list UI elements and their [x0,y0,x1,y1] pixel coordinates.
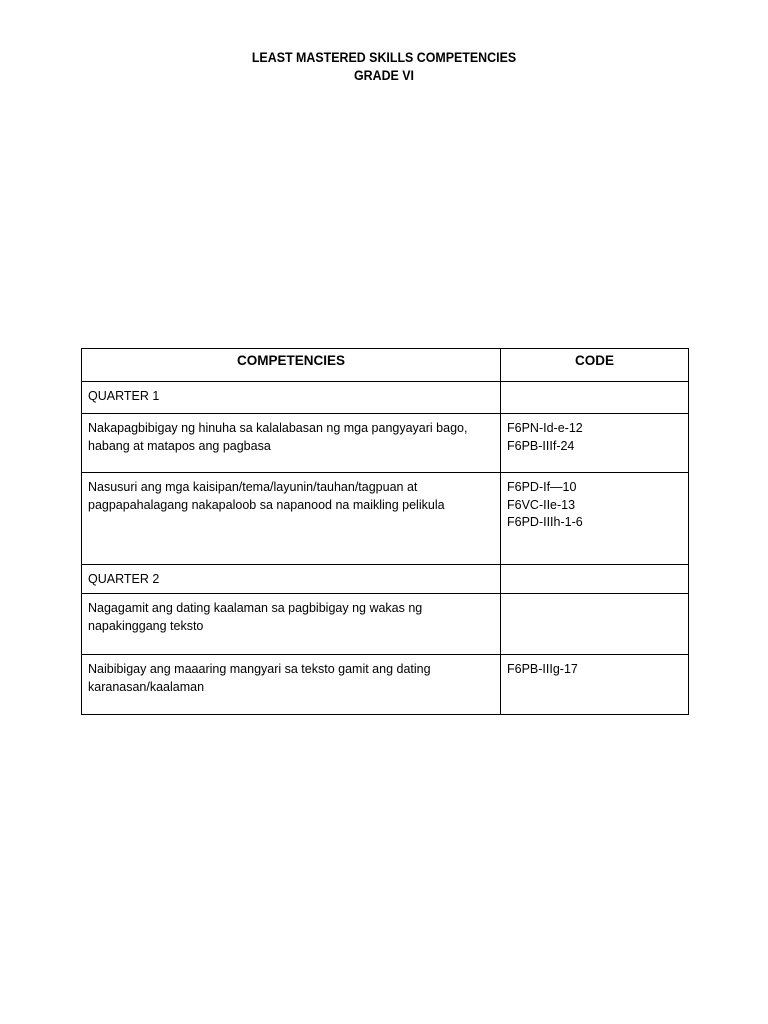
quarter-2-row [82,565,689,594]
competencies-table [81,348,689,715]
quarter-1-code-cell [501,382,689,414]
table-row [82,414,689,473]
title-line-2: GRADE VI [353,68,415,83]
document-title [0,49,768,85]
quarter-2-label: QUARTER 2 [82,565,501,594]
competency-cell: Nagagamit ang dating kaalaman sa pagbibigay ng wakas ng napakinggang teksto [82,594,501,655]
code-cell [501,594,689,655]
table-header-row [82,349,689,382]
table-row [82,655,689,715]
header-competencies: COMPETENCIES [82,349,501,382]
code-value: F6PD-If—10 [507,480,577,494]
header-code: CODE [501,349,689,382]
table-row [82,473,689,565]
code-cell [501,473,689,565]
code-value: F6VC-IIe-13 [507,497,576,512]
competency-cell: Naibibigay ang maaaring mangyari sa teksto gamit ang dating karanasan/kaalaman [82,655,501,715]
quarter-1-row [82,382,689,414]
title-line-1: LEAST MASTERED SKILLS COMPETENCIES [251,50,517,65]
competency-cell: Nasusuri ang mga kaisipan/tema/layunin/tauhan/tagpuan at pagpapahalagang nakapaloob sa napanood na maikling pelikula [82,473,501,565]
table-row [82,594,689,655]
code-value: F6PB-IIIf-24 [507,438,575,453]
quarter-1-label: QUARTER 1 [82,382,501,414]
competency-cell: Nakapagbibigay ng hinuha sa kalalabasan ng mga pangyayari bago, habang at matapos ang pagbasa [82,414,501,473]
code-value: F6PN-Id-e-12 [507,421,583,435]
code-value: F6PD-IIIh-1-6 [507,515,583,529]
quarter-2-code-cell [501,565,689,594]
code-cell [501,655,689,715]
code-value: F6PB-IIIg-17 [507,662,578,676]
code-cell [501,414,689,473]
